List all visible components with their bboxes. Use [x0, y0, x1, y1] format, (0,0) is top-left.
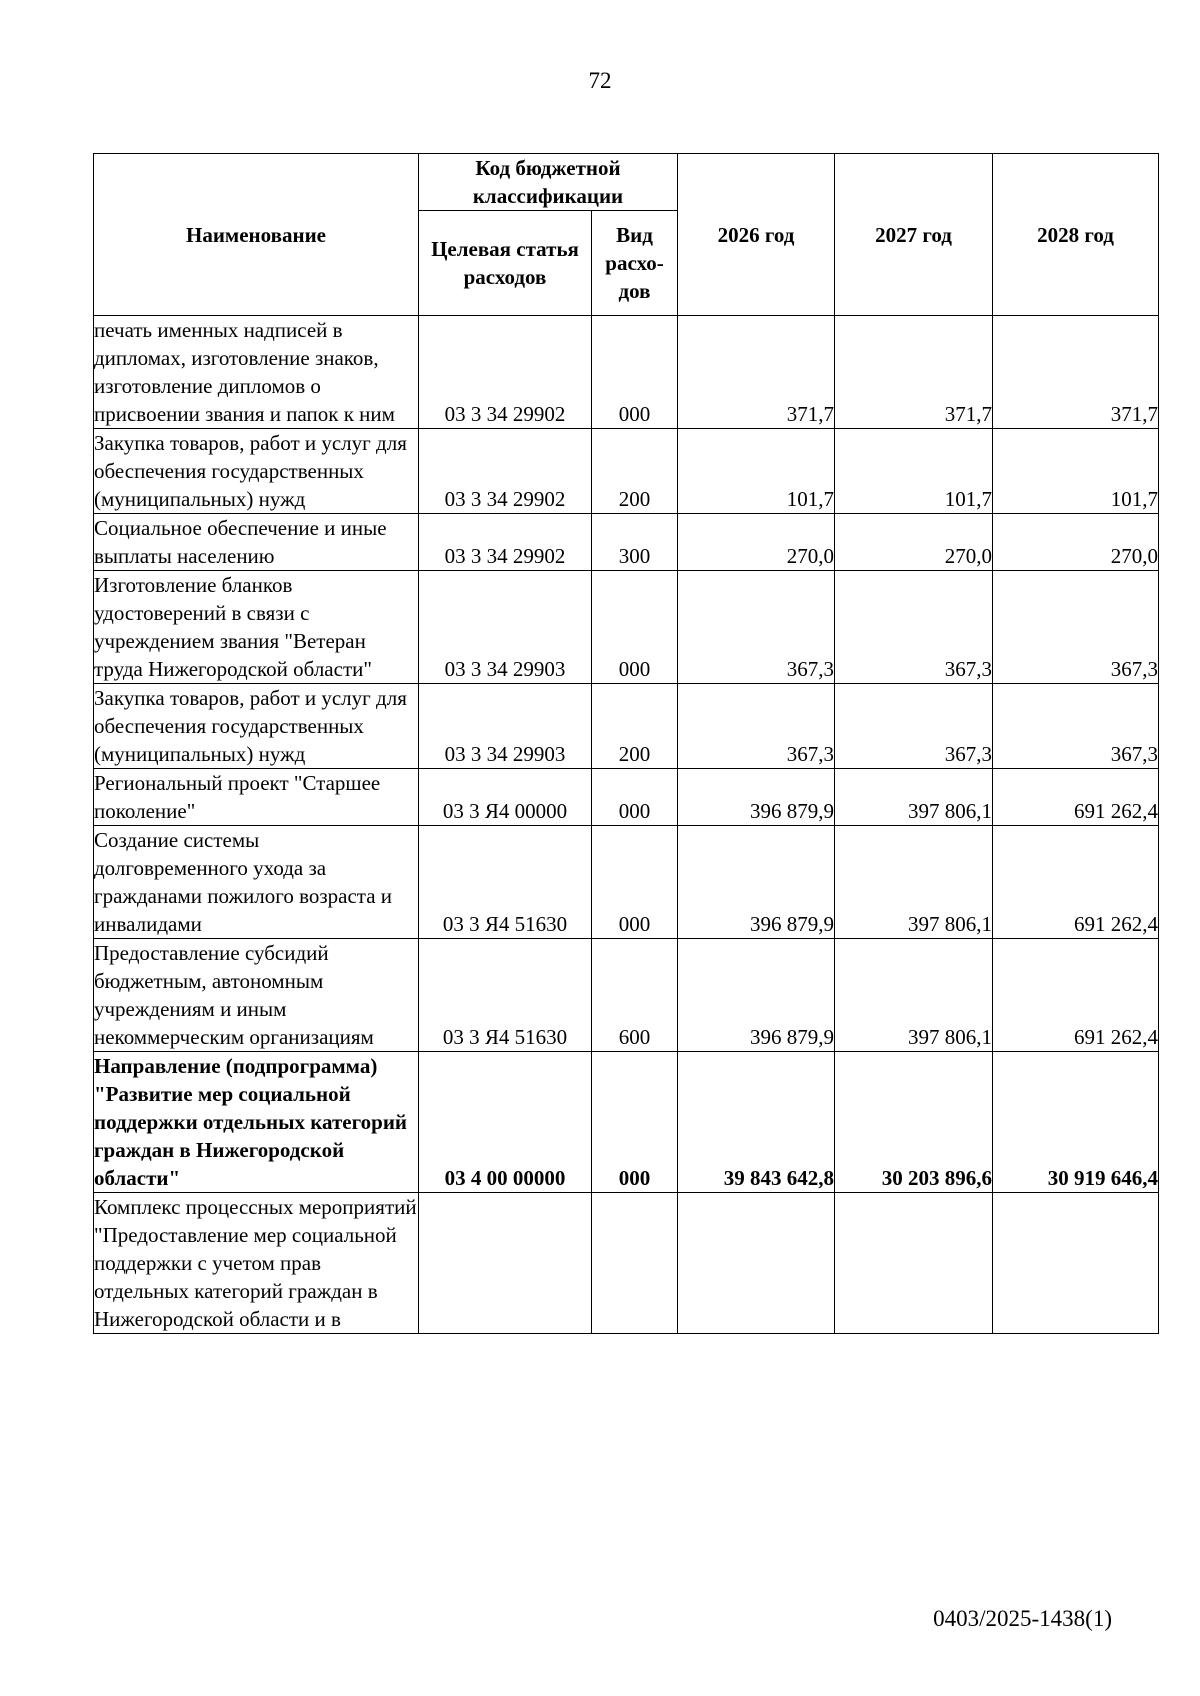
row-code: 03 3 34 29902 — [419, 429, 592, 514]
row-value-2026: 396 879,9 — [678, 769, 835, 826]
row-value-2028: 371,7 — [993, 316, 1159, 429]
row-value-2027: 367,3 — [835, 571, 993, 684]
row-code: 03 3 Я4 51630 — [419, 826, 592, 939]
table-row — [94, 316, 1159, 429]
row-value-2028: 691 262,4 — [993, 769, 1159, 826]
header-name: Наименование — [94, 154, 419, 316]
row-value-2026: 396 879,9 — [678, 826, 835, 939]
row-value-2028: 270,0 — [993, 514, 1159, 571]
row-kind: 000 — [592, 826, 678, 939]
header-year-2028: 2028 год — [993, 154, 1159, 316]
row-value-2028: 30 919 646,4 — [993, 1052, 1159, 1193]
budget-table — [93, 153, 1159, 1334]
row-code — [419, 1193, 592, 1334]
row-code: 03 3 34 29902 — [419, 316, 592, 429]
page-number: 72 — [588, 68, 612, 93]
row-name: печать именных надписей в дипломах, изготовление знаков, изготовление дипломов о присвоении звания и папок к ним — [94, 316, 419, 429]
table-row — [94, 684, 1159, 769]
header-expense-type: Вид расхо-дов — [592, 211, 678, 316]
row-value-2027: 367,3 — [835, 684, 993, 769]
table-row — [94, 429, 1159, 514]
row-code: 03 4 00 00000 — [419, 1052, 592, 1193]
table-row — [94, 826, 1159, 939]
row-kind: 200 — [592, 429, 678, 514]
row-value-2026: 396 879,9 — [678, 939, 835, 1052]
row-value-2028: 367,3 — [993, 684, 1159, 769]
row-name: Комплекс процессных мероприятий "Предоставление мер социальной поддержки с учетом прав отдельных категорий граждан в Нижегородской области и в — [94, 1193, 419, 1334]
row-value-2026: 367,3 — [678, 684, 835, 769]
row-value-2026: 371,7 — [678, 316, 835, 429]
table-row — [94, 514, 1159, 571]
row-kind: 000 — [592, 769, 678, 826]
row-name: Социальное обеспечение и иные выплаты населению — [94, 514, 419, 571]
row-value-2027: 397 806,1 — [835, 826, 993, 939]
table-row-subprogram — [94, 1052, 1159, 1193]
row-name: Создание системы долговременного ухода за гражданами пожилого возраста и инвалидами — [94, 826, 419, 939]
row-value-2028: 691 262,4 — [993, 826, 1159, 939]
header-year-2027: 2027 год — [835, 154, 993, 316]
row-value-2026: 101,7 — [678, 429, 835, 514]
row-name: Предоставление субсидий бюджетным, автономным учреждениям и иным некоммерческим организациям — [94, 939, 419, 1052]
row-kind: 300 — [592, 514, 678, 571]
table-row — [94, 939, 1159, 1052]
header-target-article: Целевая статья расходов — [419, 211, 592, 316]
row-code: 03 3 34 29902 — [419, 514, 592, 571]
table-row — [94, 769, 1159, 826]
row-name: Закупка товаров, работ и услуг для обеспечения государственных (муниципальных) нужд — [94, 684, 419, 769]
row-value-2028 — [993, 1193, 1159, 1334]
row-value-2027 — [835, 1193, 993, 1334]
row-kind: 200 — [592, 684, 678, 769]
row-value-2026 — [678, 1193, 835, 1334]
row-value-2027: 101,7 — [835, 429, 993, 514]
row-code: 03 3 Я4 00000 — [419, 769, 592, 826]
document-number: 0403/2025-1438(1) — [933, 1606, 1112, 1631]
row-value-2027: 30 203 896,6 — [835, 1052, 993, 1193]
row-value-2028: 367,3 — [993, 571, 1159, 684]
row-kind: 600 — [592, 939, 678, 1052]
row-kind: 000 — [592, 1052, 678, 1193]
row-name: Направление (подпрограмма) "Развитие мер социальной поддержки отдельных категорий граждан в Нижегородской области" — [94, 1052, 419, 1193]
row-kind: 000 — [592, 571, 678, 684]
row-value-2027: 397 806,1 — [835, 769, 993, 826]
row-value-2027: 397 806,1 — [835, 939, 993, 1052]
row-value-2027: 371,7 — [835, 316, 993, 429]
row-value-2028: 691 262,4 — [993, 939, 1159, 1052]
row-value-2028: 101,7 — [993, 429, 1159, 514]
row-value-2026: 367,3 — [678, 571, 835, 684]
row-kind: 000 — [592, 316, 678, 429]
row-value-2027: 270,0 — [835, 514, 993, 571]
table-row-continued — [94, 1193, 1159, 1334]
header-year-2026: 2026 год — [678, 154, 835, 316]
row-code: 03 3 34 29903 — [419, 571, 592, 684]
table-row — [94, 571, 1159, 684]
row-name: Изготовление бланков удостоверений в связи с учреждением звания "Ветеран труда Нижегородской области" — [94, 571, 419, 684]
row-kind — [592, 1193, 678, 1334]
row-value-2026: 39 843 642,8 — [678, 1052, 835, 1193]
row-value-2026: 270,0 — [678, 514, 835, 571]
row-code: 03 3 34 29903 — [419, 684, 592, 769]
header-kbk-group: Код бюджетной классификации — [419, 154, 678, 211]
row-name: Региональный проект "Старшее поколение" — [94, 769, 419, 826]
row-name: Закупка товаров, работ и услуг для обеспечения государственных (муниципальных) нужд — [94, 429, 419, 514]
row-code: 03 3 Я4 51630 — [419, 939, 592, 1052]
